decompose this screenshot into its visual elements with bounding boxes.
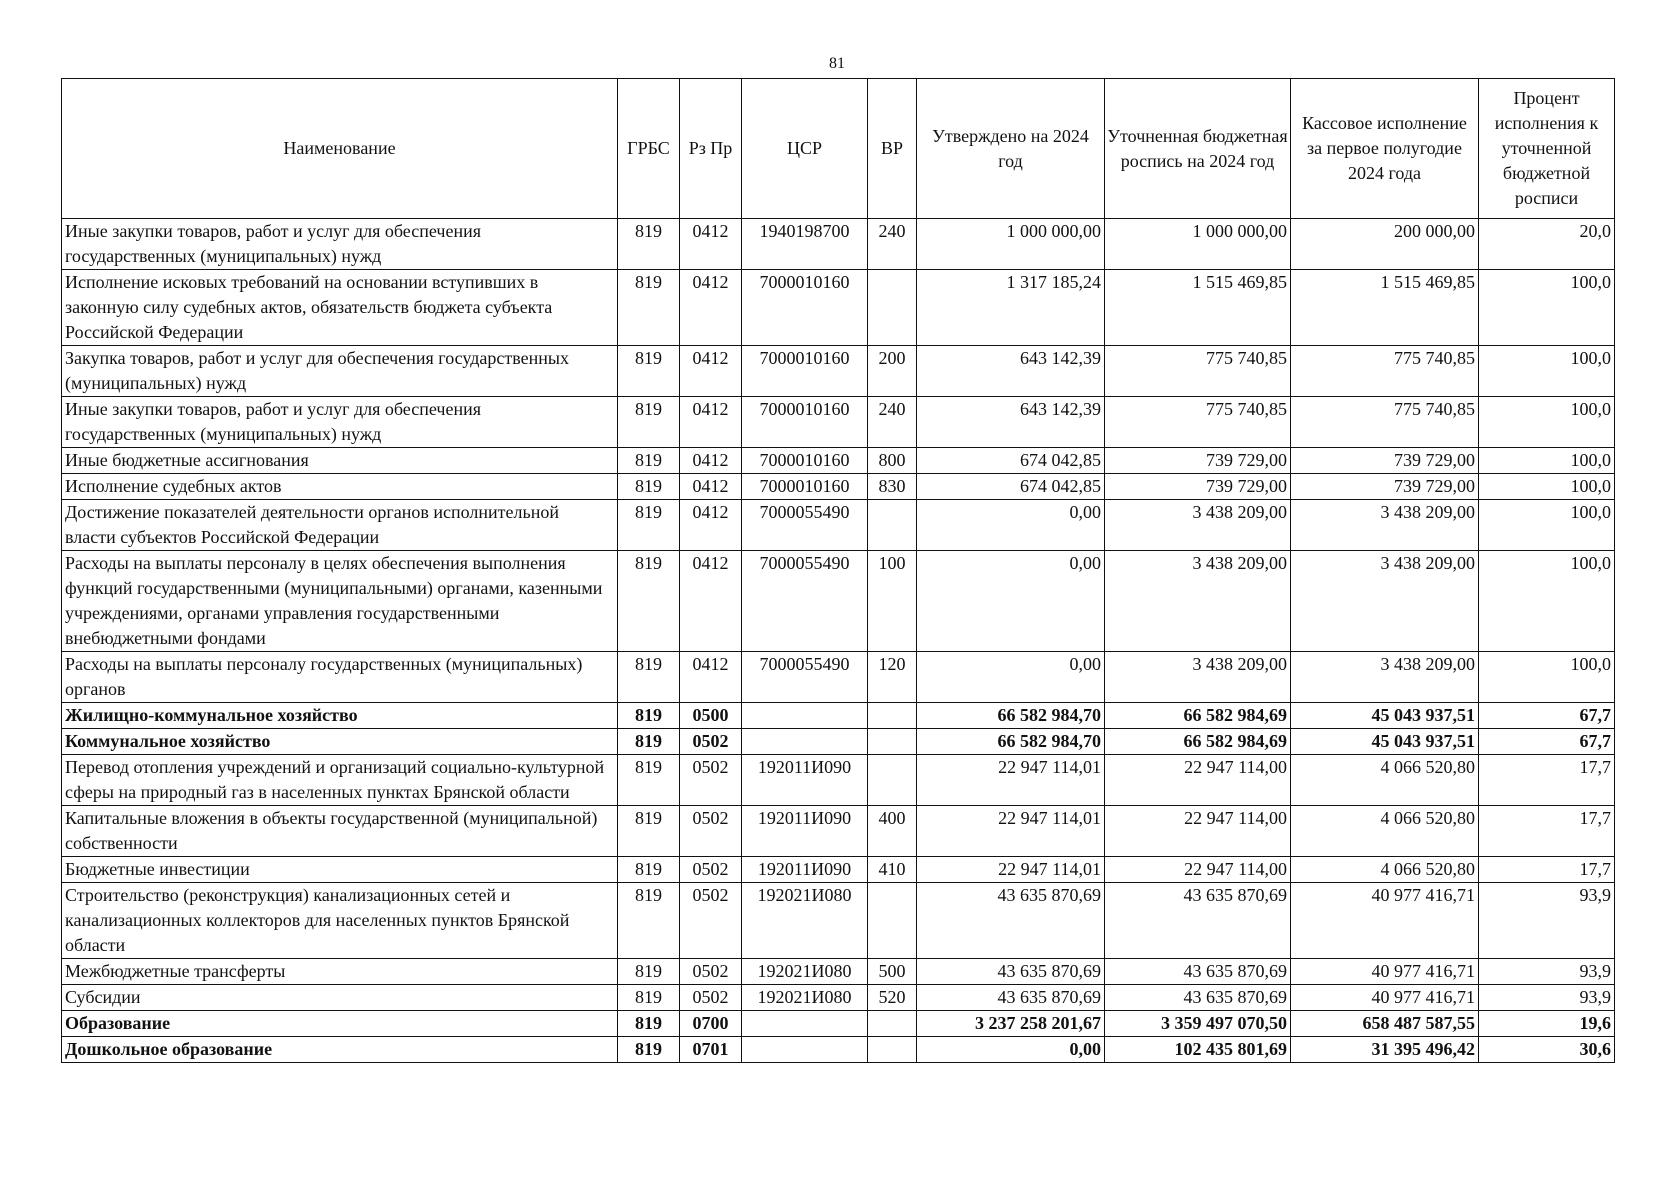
cell-rzpr: 0412: [680, 397, 742, 448]
cell-cash: 3 438 209,00: [1291, 652, 1479, 703]
cell-grbs: 819: [618, 652, 680, 703]
header-name: Наименование: [62, 79, 618, 219]
table-row: [62, 500, 1615, 551]
cell-rzpr: 0700: [680, 1011, 742, 1037]
header-vr: ВР: [868, 79, 917, 219]
cell-csr: 7000010160: [742, 448, 868, 474]
table-row: [62, 652, 1615, 703]
cell-approved: 66 582 984,70: [917, 703, 1105, 729]
cell-name: Закупка товаров, работ и услуг для обеспечения государственных (муниципальных) нужд: [62, 346, 618, 397]
cell-percent: 17,7: [1479, 857, 1615, 883]
cell-grbs: 819: [618, 729, 680, 755]
cell-cash: 775 740,85: [1291, 397, 1479, 448]
cell-cash: 31 395 496,42: [1291, 1037, 1479, 1063]
cell-approved: 0,00: [917, 652, 1105, 703]
cell-grbs: 819: [618, 985, 680, 1011]
table-row: [62, 729, 1615, 755]
cell-cash: 1 515 469,85: [1291, 270, 1479, 346]
cell-csr: 7000010160: [742, 270, 868, 346]
table-row: [62, 703, 1615, 729]
cell-name: Жилищно-коммунальное хозяйство: [62, 703, 618, 729]
cell-refined: 775 740,85: [1105, 397, 1291, 448]
cell-rzpr: 0502: [680, 883, 742, 959]
cell-csr: 192011И090: [742, 755, 868, 806]
cell-csr: 192011И090: [742, 806, 868, 857]
cell-approved: 643 142,39: [917, 346, 1105, 397]
cell-csr: 7000055490: [742, 500, 868, 551]
table-body: [62, 219, 1615, 1063]
cell-refined: 43 635 870,69: [1105, 883, 1291, 959]
table-row: [62, 270, 1615, 346]
cell-rzpr: 0502: [680, 729, 742, 755]
cell-approved: 43 635 870,69: [917, 883, 1105, 959]
cell-cash: 40 977 416,71: [1291, 959, 1479, 985]
table-row: [62, 883, 1615, 959]
cell-refined: 3 438 209,00: [1105, 551, 1291, 652]
cell-name: Достижение показателей деятельности органов исполнительной власти субъектов Российской Федерации: [62, 500, 618, 551]
cell-percent: 20,0: [1479, 219, 1615, 270]
cell-rzpr: 0412: [680, 551, 742, 652]
cell-approved: 3 237 258 201,67: [917, 1011, 1105, 1037]
cell-rzpr: 0412: [680, 474, 742, 500]
table-row: [62, 219, 1615, 270]
cell-name: Исполнение судебных актов: [62, 474, 618, 500]
cell-cash: 3 438 209,00: [1291, 500, 1479, 551]
cell-vr: 500: [868, 959, 917, 985]
cell-cash: 4 066 520,80: [1291, 806, 1479, 857]
cell-approved: 0,00: [917, 500, 1105, 551]
cell-name: Дошкольное образование: [62, 1037, 618, 1063]
cell-name: Межбюджетные трансферты: [62, 959, 618, 985]
cell-percent: 100,0: [1479, 500, 1615, 551]
cell-rzpr: 0412: [680, 219, 742, 270]
cell-csr: 7000010160: [742, 346, 868, 397]
cell-cash: 4 066 520,80: [1291, 857, 1479, 883]
cell-csr: 192021И080: [742, 883, 868, 959]
cell-cash: 3 438 209,00: [1291, 551, 1479, 652]
cell-csr: 7000010160: [742, 397, 868, 448]
cell-name: Иные закупки товаров, работ и услуг для обеспечения государственных (муниципальных) нужд: [62, 219, 618, 270]
cell-grbs: 819: [618, 551, 680, 652]
cell-percent: 17,7: [1479, 806, 1615, 857]
cell-vr: 240: [868, 397, 917, 448]
cell-approved: 43 635 870,69: [917, 985, 1105, 1011]
cell-percent: 100,0: [1479, 551, 1615, 652]
cell-vr: 800: [868, 448, 917, 474]
cell-rzpr: 0502: [680, 959, 742, 985]
cell-csr: [742, 1011, 868, 1037]
cell-vr: [868, 755, 917, 806]
cell-grbs: 819: [618, 703, 680, 729]
cell-name: Иные бюджетные ассигнования: [62, 448, 618, 474]
cell-grbs: 819: [618, 397, 680, 448]
cell-vr: 400: [868, 806, 917, 857]
cell-cash: 739 729,00: [1291, 448, 1479, 474]
cell-cash: 40 977 416,71: [1291, 883, 1479, 959]
cell-cash: 45 043 937,51: [1291, 703, 1479, 729]
cell-rzpr: 0502: [680, 806, 742, 857]
cell-approved: 1 317 185,24: [917, 270, 1105, 346]
cell-rzpr: 0412: [680, 270, 742, 346]
cell-grbs: 819: [618, 1011, 680, 1037]
cell-rzpr: 0502: [680, 755, 742, 806]
cell-name: Капитальные вложения в объекты государственной (муниципальной) собственности: [62, 806, 618, 857]
cell-csr: 192021И080: [742, 985, 868, 1011]
table-row: [62, 806, 1615, 857]
cell-grbs: 819: [618, 448, 680, 474]
cell-vr: [868, 729, 917, 755]
cell-percent: 100,0: [1479, 270, 1615, 346]
cell-refined: 3 359 497 070,50: [1105, 1011, 1291, 1037]
cell-cash: 45 043 937,51: [1291, 729, 1479, 755]
cell-csr: 7000010160: [742, 474, 868, 500]
table-row: [62, 397, 1615, 448]
cell-approved: 22 947 114,01: [917, 857, 1105, 883]
cell-rzpr: 0701: [680, 1037, 742, 1063]
header-approved: Утверждено на 2024 год: [917, 79, 1105, 219]
cell-percent: 93,9: [1479, 959, 1615, 985]
cell-csr: [742, 703, 868, 729]
page-number: 81: [829, 55, 845, 72]
cell-approved: 22 947 114,01: [917, 806, 1105, 857]
cell-name: Расходы на выплаты персоналу государственных (муниципальных) органов: [62, 652, 618, 703]
cell-vr: [868, 1011, 917, 1037]
cell-name: Образование: [62, 1011, 618, 1037]
cell-grbs: 819: [618, 959, 680, 985]
cell-percent: 93,9: [1479, 985, 1615, 1011]
cell-percent: 100,0: [1479, 448, 1615, 474]
table-row: [62, 857, 1615, 883]
cell-rzpr: 0500: [680, 703, 742, 729]
cell-approved: 1 000 000,00: [917, 219, 1105, 270]
cell-csr: 192021И080: [742, 959, 868, 985]
cell-grbs: 819: [618, 806, 680, 857]
table-row: [62, 448, 1615, 474]
cell-rzpr: 0412: [680, 652, 742, 703]
table-row: [62, 1037, 1615, 1063]
cell-name: Расходы на выплаты персоналу в целях обеспечения выполнения функций государственными (муниципальными) органами, казенными учреждениями, органами управления государственными внебюджетными фондами: [62, 551, 618, 652]
cell-percent: 30,6: [1479, 1037, 1615, 1063]
cell-csr: 7000055490: [742, 652, 868, 703]
cell-refined: 3 438 209,00: [1105, 652, 1291, 703]
cell-percent: 67,7: [1479, 703, 1615, 729]
cell-approved: 0,00: [917, 551, 1105, 652]
cell-grbs: 819: [618, 500, 680, 551]
cell-csr: [742, 729, 868, 755]
table-row: [62, 1011, 1615, 1037]
cell-name: Иные закупки товаров, работ и услуг для обеспечения государственных (муниципальных) нужд: [62, 397, 618, 448]
cell-vr: [868, 500, 917, 551]
cell-approved: 674 042,85: [917, 474, 1105, 500]
cell-approved: 66 582 984,70: [917, 729, 1105, 755]
cell-grbs: 819: [618, 270, 680, 346]
cell-percent: 17,7: [1479, 755, 1615, 806]
cell-approved: 643 142,39: [917, 397, 1105, 448]
cell-grbs: 819: [618, 857, 680, 883]
cell-vr: 200: [868, 346, 917, 397]
table-row: [62, 755, 1615, 806]
cell-cash: 200 000,00: [1291, 219, 1479, 270]
cell-percent: 100,0: [1479, 397, 1615, 448]
cell-grbs: 819: [618, 346, 680, 397]
cell-grbs: 819: [618, 219, 680, 270]
cell-percent: 100,0: [1479, 346, 1615, 397]
cell-vr: 830: [868, 474, 917, 500]
cell-refined: 775 740,85: [1105, 346, 1291, 397]
cell-percent: 67,7: [1479, 729, 1615, 755]
cell-csr: 1940198700: [742, 219, 868, 270]
cell-cash: 4 066 520,80: [1291, 755, 1479, 806]
cell-refined: 22 947 114,00: [1105, 857, 1291, 883]
cell-cash: 40 977 416,71: [1291, 985, 1479, 1011]
header-refined: Уточненная бюджетная роспись на 2024 год: [1105, 79, 1291, 219]
table-row: [62, 346, 1615, 397]
table-row: [62, 474, 1615, 500]
cell-rzpr: 0412: [680, 448, 742, 474]
cell-refined: 1 000 000,00: [1105, 219, 1291, 270]
cell-refined: 1 515 469,85: [1105, 270, 1291, 346]
header-grbs: ГРБС: [618, 79, 680, 219]
cell-percent: 93,9: [1479, 883, 1615, 959]
cell-vr: [868, 883, 917, 959]
cell-vr: 410: [868, 857, 917, 883]
cell-refined: 102 435 801,69: [1105, 1037, 1291, 1063]
cell-rzpr: 0502: [680, 985, 742, 1011]
cell-vr: [868, 270, 917, 346]
cell-name: Коммунальное хозяйство: [62, 729, 618, 755]
cell-approved: 22 947 114,01: [917, 755, 1105, 806]
cell-cash: 658 487 587,55: [1291, 1011, 1479, 1037]
cell-grbs: 819: [618, 474, 680, 500]
cell-vr: [868, 1037, 917, 1063]
cell-percent: 100,0: [1479, 474, 1615, 500]
cell-approved: 674 042,85: [917, 448, 1105, 474]
cell-vr: [868, 703, 917, 729]
cell-name: Перевод отопления учреждений и организаций социально-культурной сферы на природный газ в населенных пунктах Брянской области: [62, 755, 618, 806]
cell-name: Строительство (реконструкция) канализационных сетей и канализационных коллекторов для населенных пунктов Брянской области: [62, 883, 618, 959]
cell-rzpr: 0502: [680, 857, 742, 883]
cell-vr: 240: [868, 219, 917, 270]
header-percent: Процент исполнения к уточненной бюджетной росписи: [1479, 79, 1615, 219]
cell-vr: 120: [868, 652, 917, 703]
header-row: [62, 79, 1615, 219]
cell-refined: 43 635 870,69: [1105, 985, 1291, 1011]
header-csr: ЦСР: [742, 79, 868, 219]
cell-percent: 19,6: [1479, 1011, 1615, 1037]
cell-rzpr: 0412: [680, 346, 742, 397]
cell-percent: 100,0: [1479, 652, 1615, 703]
cell-refined: 66 582 984,69: [1105, 729, 1291, 755]
header-rzpr: Рз Пр: [680, 79, 742, 219]
cell-refined: 22 947 114,00: [1105, 755, 1291, 806]
cell-vr: 520: [868, 985, 917, 1011]
cell-grbs: 819: [618, 755, 680, 806]
cell-refined: 66 582 984,69: [1105, 703, 1291, 729]
cell-cash: 739 729,00: [1291, 474, 1479, 500]
cell-grbs: 819: [618, 1037, 680, 1063]
cell-refined: 739 729,00: [1105, 448, 1291, 474]
cell-csr: 192011И090: [742, 857, 868, 883]
cell-csr: 7000055490: [742, 551, 868, 652]
cell-name: Субсидии: [62, 985, 618, 1011]
cell-refined: 3 438 209,00: [1105, 500, 1291, 551]
cell-refined: 22 947 114,00: [1105, 806, 1291, 857]
budget-table: [61, 78, 1615, 1063]
cell-cash: 775 740,85: [1291, 346, 1479, 397]
cell-rzpr: 0412: [680, 500, 742, 551]
table-row: [62, 551, 1615, 652]
table-row: [62, 985, 1615, 1011]
cell-refined: 739 729,00: [1105, 474, 1291, 500]
cell-approved: 43 635 870,69: [917, 959, 1105, 985]
cell-name: Исполнение исковых требований на основании вступивших в законную силу судебных актов, обязательств бюджета субъекта Российской Федерации: [62, 270, 618, 346]
cell-vr: 100: [868, 551, 917, 652]
cell-csr: [742, 1037, 868, 1063]
table-row: [62, 959, 1615, 985]
cell-name: Бюджетные инвестиции: [62, 857, 618, 883]
cell-grbs: 819: [618, 883, 680, 959]
header-cash: Кассовое исполнение за первое полугодие 2024 года: [1291, 79, 1479, 219]
cell-refined: 43 635 870,69: [1105, 959, 1291, 985]
cell-approved: 0,00: [917, 1037, 1105, 1063]
